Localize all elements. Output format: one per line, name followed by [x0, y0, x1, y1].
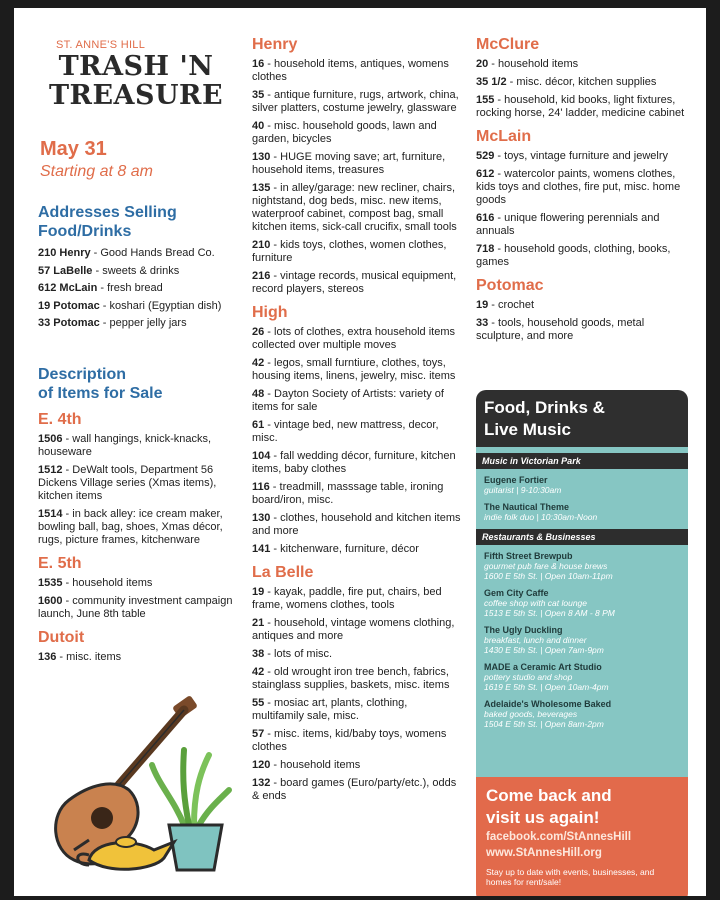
- sale-item: [252, 617, 462, 643]
- sale-item: [252, 388, 462, 414]
- house-number: 210: [252, 239, 271, 251]
- sale-item: [252, 648, 462, 661]
- food-seller-desc: - pepper jelly jars: [99, 317, 187, 330]
- house-number: 16: [252, 58, 265, 70]
- house-number: 35: [252, 89, 265, 101]
- food-seller-desc: - fresh bread: [97, 282, 163, 295]
- sale-item: [38, 508, 243, 547]
- street-name: Potomac: [476, 277, 544, 294]
- house-number: 141: [252, 543, 271, 555]
- food-seller-item: [38, 247, 248, 260]
- item-description: - in back alley: ice cream maker, bowling ball, bag, shoes, Xmas décor, rugs, picture frames, kitchenware: [38, 508, 223, 546]
- sale-item: [252, 419, 462, 445]
- house-number: 718: [476, 243, 495, 255]
- restaurant-detail: 1430 E 5th St. | Open 7am-9pm: [484, 645, 604, 655]
- sale-item: [476, 299, 690, 312]
- sale-item: [476, 212, 690, 238]
- sale-item: [252, 481, 462, 507]
- house-number: 19: [476, 299, 489, 311]
- description-title: [38, 365, 243, 403]
- box-title-line2: Live Music: [484, 420, 571, 439]
- street-mclain: [476, 128, 690, 269]
- restaurant: [484, 625, 680, 655]
- house-number: 33: [476, 317, 489, 329]
- street-high: [252, 304, 462, 556]
- house-number: 1512: [38, 464, 63, 476]
- restaurant-detail: 1504 E 5th St. | Open 8am-2pm: [484, 719, 604, 729]
- brand-title: [36, 52, 236, 110]
- sale-item: [252, 543, 462, 556]
- food-sellers-title-line2: Food/Drinks: [38, 223, 132, 240]
- house-number: 48: [252, 388, 265, 400]
- street-items: [476, 150, 690, 269]
- box-body: [476, 447, 688, 777]
- food-sellers-title: [38, 203, 177, 241]
- house-number: 529: [476, 150, 495, 162]
- food-seller-desc: - koshari (Egyptian dish): [99, 299, 222, 312]
- box-footer: [476, 777, 688, 896]
- food-drinks-music-box: [476, 390, 688, 887]
- item-description: - clothes, household and kitchen items and more: [252, 512, 461, 537]
- sale-item: [476, 76, 690, 89]
- house-number: 42: [252, 357, 265, 369]
- box-title-line1: Food, Drinks &: [484, 398, 605, 417]
- house-number: 155: [476, 94, 495, 106]
- street-name: La Belle: [252, 564, 314, 581]
- street-name: McClure: [476, 36, 540, 53]
- item-description: - unique flowering perennials and annuals: [476, 212, 660, 237]
- house-number: 20: [476, 58, 489, 70]
- street-potomac: [476, 277, 690, 343]
- house-number: 35 1/2: [476, 76, 507, 88]
- item-description: - treadmill, masssage table, ironing board/iron, misc.: [252, 481, 444, 506]
- sale-item: [252, 326, 462, 352]
- house-number: 1535: [38, 577, 63, 589]
- item-description: - tools, household goods, metal sculpture, and more: [476, 317, 645, 342]
- street-name: Henry: [252, 36, 298, 53]
- brand-title-line2: TREASURE: [48, 80, 224, 111]
- restaurant: [484, 662, 680, 692]
- food-seller-desc: - Good Hands Bread Co.: [90, 247, 215, 259]
- street-e4th: [38, 411, 243, 547]
- food-sellers-title-line1: Addresses Selling: [38, 204, 177, 221]
- street-e5th: [38, 555, 243, 621]
- item-description: - misc. items: [56, 651, 122, 663]
- restaurant-detail: 1600 E 5th St. | Open 10am-11pm: [484, 571, 613, 581]
- item-description: - household items: [62, 577, 153, 589]
- illustration: [44, 690, 234, 890]
- house-number: 130: [252, 151, 271, 163]
- house-number: 1600: [38, 595, 63, 607]
- sale-item: [252, 239, 462, 265]
- item-description: - toys, vintage furniture and jewelry: [494, 150, 668, 162]
- footer-note: Stay up to date with events, businesses, and homes for rent/sale!: [486, 867, 655, 887]
- sale-item: [252, 512, 462, 538]
- description-title-line1: Description: [38, 366, 127, 383]
- sale-item: [252, 777, 462, 803]
- house-number: 38: [252, 648, 265, 660]
- street-dutoit: [38, 629, 243, 664]
- footer-title: [486, 785, 678, 829]
- facebook-link[interactable]: facebook.com/StAnnesHill: [486, 831, 632, 843]
- item-description: - community investment campaign launch, June 8th table: [38, 595, 233, 620]
- sale-item: [38, 464, 243, 503]
- street-items: [252, 586, 462, 803]
- sale-item: [252, 697, 462, 723]
- sale-item: [476, 150, 690, 163]
- music-list: [484, 475, 680, 522]
- house-number: 120: [252, 759, 271, 771]
- street-mcclure: [476, 36, 690, 120]
- street-items: [476, 299, 690, 343]
- house-number: 21: [252, 617, 265, 629]
- restaurant-name: Gem City Caffe: [484, 588, 549, 598]
- food-seller-address: 210 Henry: [38, 247, 91, 259]
- item-description: - kayak, paddle, fire put, chairs, bed frame, womens clothes, tools: [252, 586, 442, 611]
- house-number: 616: [476, 212, 495, 224]
- street-items: [38, 577, 243, 621]
- restaurant-name: Fifth Street Brewpub: [484, 551, 573, 561]
- street-name: E. 5th: [38, 555, 82, 572]
- item-description: - crochet: [488, 299, 535, 311]
- item-description: - lots of clothes, extra household items collected over multiple moves: [252, 326, 456, 351]
- item-description: - vintage records, musical equipment, record players, stereos: [252, 270, 457, 295]
- sale-item: [252, 759, 462, 772]
- food-seller-item: [38, 265, 248, 278]
- food-seller-address: 33 Potomac: [38, 317, 100, 330]
- item-description: - household, vintage womens clothing, antiques and more: [252, 617, 455, 642]
- sale-item: [252, 728, 462, 754]
- food-sellers-list: [38, 247, 248, 335]
- house-number: 1514: [38, 508, 63, 520]
- restaurants-band: Restaurants & Businesses: [476, 529, 688, 545]
- item-description: - lots of misc.: [264, 648, 333, 660]
- food-seller-address: 57 LaBelle: [38, 264, 93, 277]
- food-seller-address: 612 McLain: [38, 282, 98, 295]
- item-description: - kitchenware, furniture, décor: [270, 543, 419, 555]
- food-seller-address: 19 Potomac: [38, 299, 100, 312]
- street-items: [38, 651, 243, 664]
- item-description: - kids toys, clothes, women clothes, furniture: [252, 239, 447, 264]
- sale-item: [252, 182, 462, 234]
- house-number: 612: [476, 168, 495, 180]
- item-description: - household items: [488, 58, 579, 70]
- food-seller-item: [38, 317, 248, 330]
- house-number: 1506: [38, 433, 63, 445]
- brand-title-line1: TRASH 'N: [58, 51, 214, 82]
- restaurant-detail: 1513 E 5th St. | Open 8 AM - 8 PM: [484, 608, 615, 618]
- house-number: 55: [252, 697, 265, 709]
- restaurant-name: MADE a Ceramic Art Studio: [484, 662, 602, 672]
- restaurant-detail: gourmet pub fare & house brews: [484, 561, 608, 571]
- item-description: - household items: [270, 759, 361, 771]
- item-description: - household goods, clothing, books, games: [476, 243, 671, 268]
- street-items: [252, 326, 462, 556]
- restaurant-name: The Ugly Duckling: [484, 625, 563, 635]
- sale-item: [38, 595, 243, 621]
- music-act-detail: indie folk duo | 10:30am-Noon: [484, 512, 598, 522]
- restaurant: [484, 699, 680, 729]
- item-description: - mosiac art, plants, clothing, multifamily sale, misc.: [252, 697, 408, 722]
- sale-item: [252, 450, 462, 476]
- street-items: [252, 58, 462, 296]
- description-title-line2: of Items for Sale: [38, 385, 163, 402]
- sale-item: [252, 357, 462, 383]
- brand-subtitle: ST. ANNE'S HILL: [56, 39, 146, 51]
- item-description: - vintage bed, new mattress, decor, misc.: [252, 419, 439, 444]
- house-number: 57: [252, 728, 265, 740]
- item-description: - old wrought iron tree bench, fabrics, stainglass supplies, baskets, misc. items: [252, 666, 450, 691]
- sale-item: [252, 89, 462, 115]
- restaurant-list: [484, 551, 680, 729]
- footer-title-line2: visit us again!: [486, 808, 600, 827]
- house-number: 19: [252, 586, 265, 598]
- house-number: 61: [252, 419, 265, 431]
- street-name: High: [252, 304, 288, 321]
- event-start: Starting at 8 am: [40, 163, 153, 180]
- music-act: [484, 502, 680, 522]
- sale-item: [252, 586, 462, 612]
- column-middle: [252, 36, 462, 808]
- street-items: [38, 433, 243, 547]
- house-number: 132: [252, 777, 271, 789]
- house-number: 135: [252, 182, 271, 194]
- restaurant-detail: pottery studio and shop: [484, 672, 573, 682]
- restaurant-detail: coffee shop with cat lounge: [484, 598, 588, 608]
- house-number: 26: [252, 326, 265, 338]
- restaurant-detail: baked goods, beverages: [484, 709, 578, 719]
- sale-item: [38, 577, 243, 590]
- street-name: E. 4th: [38, 411, 82, 428]
- item-description: - misc. items, kid/baby toys, womens clothes: [252, 728, 447, 753]
- item-description: - Dayton Society of Artists: variety of items for sale: [252, 388, 444, 413]
- item-description: - household items, antiques, womens clothes: [252, 58, 449, 83]
- item-description: - antique furniture, rugs, artwork, china, silver platters, costume jewelry, glassware: [252, 89, 459, 114]
- street-henry: [252, 36, 462, 296]
- music-act: [484, 475, 680, 495]
- sale-item: [252, 120, 462, 146]
- sale-item: [476, 243, 690, 269]
- flyer-page: [14, 8, 706, 896]
- food-seller-item: [38, 300, 248, 313]
- food-seller-item: [38, 282, 248, 295]
- item-description: - household, kid books, light fixtures, rocking horse, 24' ladder, medicine cabinet: [476, 94, 685, 119]
- item-description: - misc. household goods, lawn and garden, bicycles: [252, 120, 437, 145]
- restaurant-detail: 1619 E 5th St. | Open 10am-4pm: [484, 682, 609, 692]
- house-number: 216: [252, 270, 271, 282]
- item-description: - wall hangings, knick-knacks, houseware: [38, 433, 212, 458]
- sale-item: [252, 270, 462, 296]
- street-name: McLain: [476, 128, 532, 145]
- street-items: [476, 58, 690, 120]
- event-date: May 31: [40, 138, 107, 160]
- item-description: - misc. décor, kitchen supplies: [506, 76, 657, 88]
- house-number: 40: [252, 120, 265, 132]
- food-seller-desc: - sweets & drinks: [92, 264, 180, 277]
- item-description: - DeWalt tools, Department 56 Dickens Village series (Xmas items), kitchen items: [38, 464, 217, 502]
- item-description: - fall wedding décor, furniture, kitchen items, baby clothes: [252, 450, 456, 475]
- description-section: [38, 365, 243, 669]
- house-number: 42: [252, 666, 265, 678]
- sale-item: [252, 666, 462, 692]
- sale-item: [252, 58, 462, 84]
- house-number: 104: [252, 450, 271, 462]
- box-title: [476, 390, 688, 447]
- restaurant: [484, 588, 680, 618]
- restaurant-name: Adelaide's Wholesome Baked: [484, 699, 612, 709]
- column-right: [476, 36, 690, 348]
- music-band: Music in Victorian Park: [476, 453, 688, 469]
- website-link[interactable]: www.StAnnesHill.org: [486, 847, 602, 859]
- sale-item: [38, 433, 243, 459]
- item-description: - legos, small furntiure, clothes, toys, housing items, linens, jewelry, misc. items: [252, 357, 456, 382]
- item-description: - board games (Euro/party/etc.), odds & ends: [252, 777, 457, 802]
- music-act-name: Eugene Fortier: [484, 475, 548, 485]
- sale-item: [252, 151, 462, 177]
- sale-item: [476, 94, 690, 120]
- house-number: 116: [252, 481, 270, 493]
- music-act-name: The Nautical Theme: [484, 502, 570, 512]
- item-description: - in alley/garage: new recliner, chairs, nightstand, dog beds, misc. new items, waterproof cabinet, compost bag, small kitchen items, sick-call crucifix, small tools: [252, 182, 457, 233]
- item-description: - watercolor paints, womens clothes, kids toys and clothes, fire put, misc. home goods: [476, 168, 681, 206]
- street-name: Dutoit: [38, 629, 85, 646]
- street-labelle: [252, 564, 462, 803]
- house-number: 136: [38, 651, 57, 663]
- item-description: - HUGE moving save; art, furniture, household items, treasures: [252, 151, 446, 176]
- sale-item: [476, 317, 690, 343]
- music-act-detail: guitarist | 9-10:30am: [484, 485, 562, 495]
- restaurant-detail: breakfast, lunch and dinner: [484, 635, 587, 645]
- sale-item: [476, 168, 690, 207]
- restaurant: [484, 551, 680, 581]
- sale-item: [38, 651, 243, 664]
- footer-title-line1: Come back and: [486, 786, 612, 805]
- sale-item: [476, 58, 690, 71]
- house-number: 130: [252, 512, 271, 524]
